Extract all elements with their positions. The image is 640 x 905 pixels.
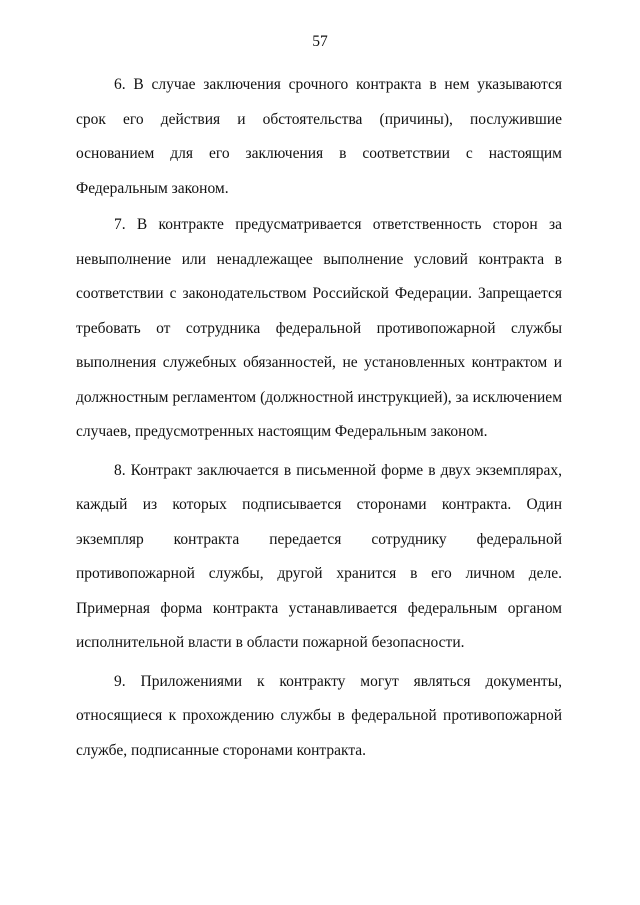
document-body — [76, 68, 562, 768]
paragraph-7: 7. В контракте предусматривается ответственность сторон за невыполнение или ненадлежащее выполнение условий контракта в соответствии с законодательством Российской Федерации. Запрещается требовать от сотрудника федеральной противопожарной службы выполнения служебных обязанностей, не установленных контрактом и должностным регламентом (должностной инструкцией), за исключением случаев, предусмотренных настоящим Федеральным законом. — [76, 216, 562, 440]
paragraph-8: 8. Контракт заключается в письменной форме в двух экземплярах, каждый из которых подписывается сторонами контракта. Один экземпляр контракта передается сотруднику федеральной противопожарной службы, другой хранится в его личном деле. Примерная форма контракта устанавливается федеральным органом исполнительной власти в области пожарной безопасности. — [76, 461, 562, 651]
paragraph-6: 6. В случае заключения срочного контракта в нем указываются срок его действия и обстоятельства (причины), послужившие основанием для его заключения в соответствии с настоящим Федеральным законом. — [76, 76, 562, 197]
page-number: 57 — [312, 33, 328, 50]
paragraph-9: 9. Приложениями к контракту могут являться документы, относящиеся к прохождению службы в федеральной противопожарной службе, подписанные сторонами контракта. — [76, 672, 562, 759]
